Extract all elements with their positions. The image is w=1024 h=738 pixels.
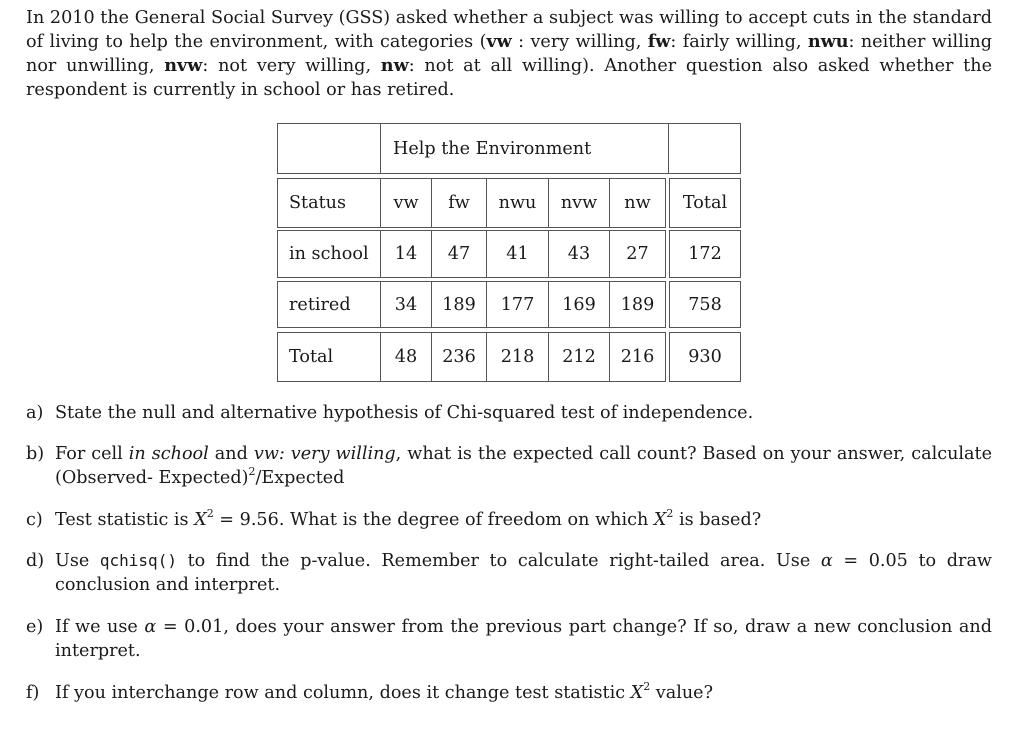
row-label-retired: retired (277, 281, 381, 328)
code-qchisq: qchisq() (99, 551, 177, 570)
table-header-blank (668, 123, 741, 174)
question-b (26, 442, 992, 490)
intro-paragraph (26, 6, 992, 102)
question-f (26, 681, 992, 705)
text-run: and (208, 444, 254, 464)
table-cell: 14 (380, 230, 432, 278)
text-run: Test statistic is (55, 510, 195, 530)
text-run: = 0.01, does your answer from the previous part change? If so, draw a new conclusion and interpret. (55, 617, 993, 661)
question-text (55, 442, 992, 490)
column-header-nwu: nwu (486, 178, 549, 228)
table-cell-grand-total: 930 (669, 332, 741, 382)
text-run: Use (55, 551, 100, 571)
question-d (26, 549, 992, 597)
symbol-alpha: α (144, 617, 157, 637)
table-cell: 189 (609, 281, 666, 328)
column-header-fw: fw (431, 178, 487, 228)
question-text (55, 681, 992, 705)
text-run: /Expected (255, 468, 345, 488)
question-label: a) (26, 403, 44, 423)
question-label: c) (26, 510, 43, 530)
row-label-total: Total (277, 332, 381, 382)
superscript: 2 (206, 507, 214, 521)
table-cell-total: 758 (669, 281, 741, 328)
row-label-in-school: in school (277, 230, 381, 278)
question-text (55, 615, 992, 663)
table-corner-cell (277, 123, 381, 174)
table-cell: 169 (548, 281, 610, 328)
table-cell: 34 (380, 281, 432, 328)
question-text: State the null and alternative hypothesis of Chi-squared test of independence. (55, 403, 754, 423)
text-run: is based? (673, 510, 762, 530)
table-cell: 177 (486, 281, 549, 328)
question-label: e) (26, 617, 44, 637)
key-nwu: nwu (807, 31, 849, 52)
table-cell: 41 (486, 230, 549, 278)
question-c (26, 508, 992, 532)
key-fw: fw (647, 31, 671, 52)
table-cell: 189 (431, 281, 487, 328)
column-header-nvw: nvw (548, 178, 610, 228)
text-run: value? (650, 683, 714, 703)
text-run: , what is the expected call count? Based on your answer, calculate (Observed- Expected) (55, 444, 992, 488)
question-label: b) (26, 444, 45, 464)
def-nvw: : not very willing, (202, 56, 381, 76)
symbol-x: X (630, 683, 644, 703)
question-label: d) (26, 551, 45, 571)
table-cell: 47 (431, 230, 487, 278)
table-cell: 218 (486, 332, 549, 382)
def-nw: : not at all willing). Another question also asked whether the respondent is currently in school or has retired. (26, 56, 992, 100)
def-vw: : very willing, (511, 32, 648, 52)
def-fw: : fairly willing, (670, 32, 808, 52)
text-italic: vw: very willing (253, 444, 396, 464)
symbol-alpha: α (820, 551, 833, 571)
column-header-total: Total (669, 178, 741, 228)
superscript: 2 (248, 465, 256, 479)
superscript: 2 (643, 680, 651, 694)
question-text (55, 508, 992, 532)
table-cell: 43 (548, 230, 610, 278)
table-cell: 236 (431, 332, 487, 382)
table-cell: 48 (380, 332, 432, 382)
question-text (55, 549, 992, 597)
column-header-vw: vw (380, 178, 432, 228)
question-e (26, 615, 992, 663)
table-cell: 216 (609, 332, 666, 382)
text-italic: in school (128, 444, 209, 464)
def-nwu: : neither willing nor unwilling, (26, 32, 992, 76)
column-header-nw: nw (609, 178, 666, 228)
table-header-title: Help the Environment (380, 123, 669, 174)
symbol-x: X (653, 510, 667, 530)
symbol-x: X (194, 510, 207, 530)
key-nvw: nvw (164, 55, 203, 76)
table-cell-total: 172 (669, 230, 741, 278)
text-run: = 0.05 to draw conclusion and interpret. (55, 551, 992, 595)
table-cell: 212 (548, 332, 610, 382)
text-run: If you interchange row and column, does it change test statistic (55, 683, 631, 703)
table-cell: 27 (609, 230, 666, 278)
question-a (26, 401, 992, 425)
text-run: For cell (55, 444, 129, 464)
superscript: 2 (666, 507, 674, 521)
text-run: If we use (55, 617, 145, 637)
question-label: f) (26, 683, 40, 703)
text-run: to find the p-value. Remember to calculate right-tailed area. Use (176, 551, 821, 571)
key-vw: vw (486, 31, 512, 52)
key-nw: nw (380, 55, 409, 76)
intro-text: In 2010 the General Social Survey (GSS) asked whether a subject was willing to accept cuts in the standard of living to help the environment, with categories ( (26, 8, 992, 52)
text-run: = 9.56. What is the degree of freedom on which (213, 510, 654, 530)
column-header-status: Status (277, 178, 381, 228)
